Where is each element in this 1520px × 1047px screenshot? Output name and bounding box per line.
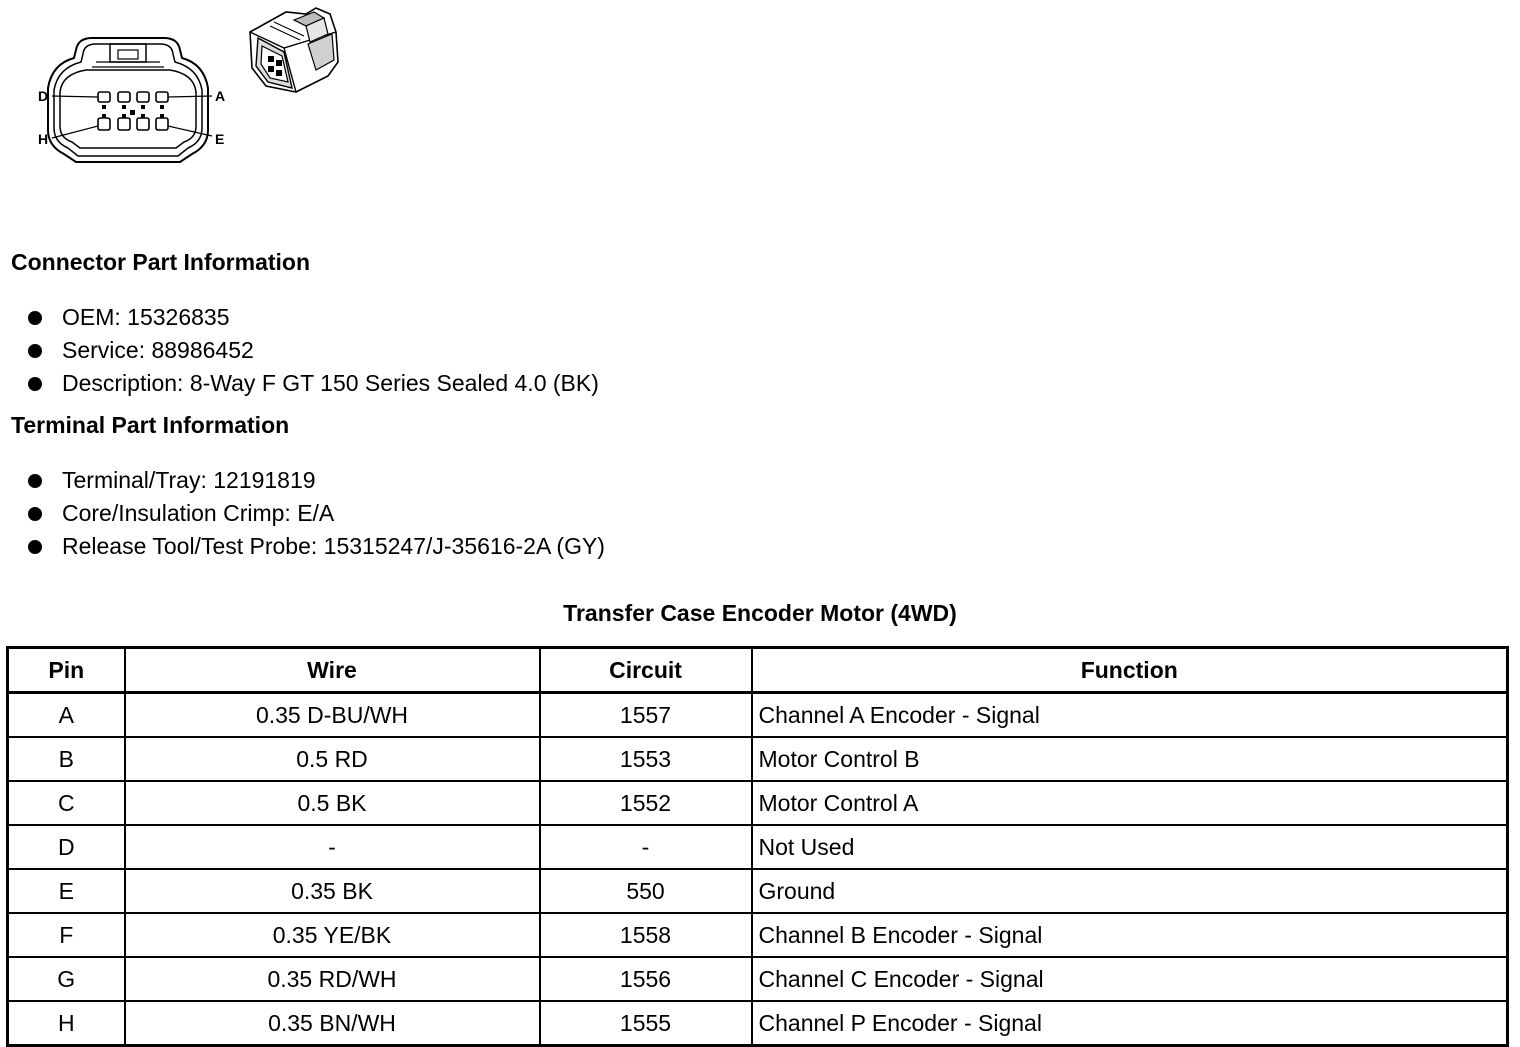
terminal-part-heading: Terminal Part Information bbox=[11, 412, 290, 438]
pin-label-d: D bbox=[38, 88, 49, 104]
cell-wire: 0.35 BK bbox=[125, 869, 540, 913]
terminal-part-list bbox=[28, 464, 605, 563]
list-item: Release Tool/Test Probe: 15315247/J-35616-2A (GY) bbox=[28, 530, 605, 563]
cell-wire: 0.35 D-BU/WH bbox=[125, 693, 540, 738]
cell-pin: G bbox=[8, 957, 125, 1001]
cell-function: Motor Control B bbox=[752, 737, 1508, 781]
table-row bbox=[8, 913, 1508, 957]
bullet-icon bbox=[28, 344, 42, 358]
bullet-icon bbox=[28, 507, 42, 521]
cell-pin: E bbox=[8, 869, 125, 913]
cell-function: Channel C Encoder - Signal bbox=[752, 957, 1508, 1001]
cell-wire: 0.5 BK bbox=[125, 781, 540, 825]
cell-circuit: - bbox=[540, 825, 752, 869]
cell-wire: 0.5 RD bbox=[125, 737, 540, 781]
list-item: Terminal/Tray: 12191819 bbox=[28, 464, 605, 497]
bullet-icon bbox=[28, 311, 42, 325]
list-item: OEM: 15326835 bbox=[28, 301, 599, 334]
bullet-icon bbox=[28, 474, 42, 488]
cell-circuit: 1558 bbox=[540, 913, 752, 957]
header-circuit: Circuit bbox=[540, 648, 752, 693]
cell-pin: B bbox=[8, 737, 125, 781]
table-row bbox=[8, 781, 1508, 825]
pin-label-e: E bbox=[215, 131, 225, 147]
cell-function: Ground bbox=[752, 869, 1508, 913]
bullet-icon bbox=[28, 540, 42, 554]
table-row bbox=[8, 1001, 1508, 1046]
header-wire: Wire bbox=[125, 648, 540, 693]
cell-wire: 0.35 BN/WH bbox=[125, 1001, 540, 1046]
cell-circuit: 550 bbox=[540, 869, 752, 913]
cell-function: Channel P Encoder - Signal bbox=[752, 1001, 1508, 1046]
bullet-icon bbox=[28, 377, 42, 391]
pinout-table bbox=[6, 646, 1509, 1047]
pin-label-h: H bbox=[38, 131, 49, 147]
connector-face-diagram bbox=[30, 30, 235, 175]
cell-circuit: 1553 bbox=[540, 737, 752, 781]
list-item: Core/Insulation Crimp: E/A bbox=[28, 497, 605, 530]
cell-circuit: 1555 bbox=[540, 1001, 752, 1046]
table-row bbox=[8, 693, 1508, 738]
cell-pin: H bbox=[8, 1001, 125, 1046]
cell-pin: D bbox=[8, 825, 125, 869]
cell-wire: 0.35 RD/WH bbox=[125, 957, 540, 1001]
list-item: Service: 88986452 bbox=[28, 334, 599, 367]
cell-pin: C bbox=[8, 781, 125, 825]
table-row bbox=[8, 957, 1508, 1001]
cell-function: Channel B Encoder - Signal bbox=[752, 913, 1508, 957]
cell-circuit: 1557 bbox=[540, 693, 752, 738]
table-row bbox=[8, 869, 1508, 913]
connector-part-heading: Connector Part Information bbox=[11, 249, 311, 275]
table-title: Transfer Case Encoder Motor (4WD) bbox=[563, 600, 957, 626]
cell-function: Not Used bbox=[752, 825, 1508, 869]
cell-function: Motor Control A bbox=[752, 781, 1508, 825]
header-pin: Pin bbox=[8, 648, 125, 693]
list-item: Description: 8-Way F GT 150 Series Sealed 4.0 (BK) bbox=[28, 367, 599, 400]
cell-circuit: 1556 bbox=[540, 957, 752, 1001]
cell-wire: - bbox=[125, 825, 540, 869]
connector-isometric-illustration bbox=[244, 4, 344, 96]
connector-part-list bbox=[28, 301, 599, 400]
table-row bbox=[8, 825, 1508, 869]
header-function: Function bbox=[752, 648, 1508, 693]
cell-circuit: 1552 bbox=[540, 781, 752, 825]
cell-function: Channel A Encoder - Signal bbox=[752, 693, 1508, 738]
table-header-row bbox=[8, 648, 1508, 693]
cell-pin: F bbox=[8, 913, 125, 957]
cell-wire: 0.35 YE/BK bbox=[125, 913, 540, 957]
table-row bbox=[8, 737, 1508, 781]
cell-pin: A bbox=[8, 693, 125, 738]
pin-label-a: A bbox=[215, 88, 226, 104]
